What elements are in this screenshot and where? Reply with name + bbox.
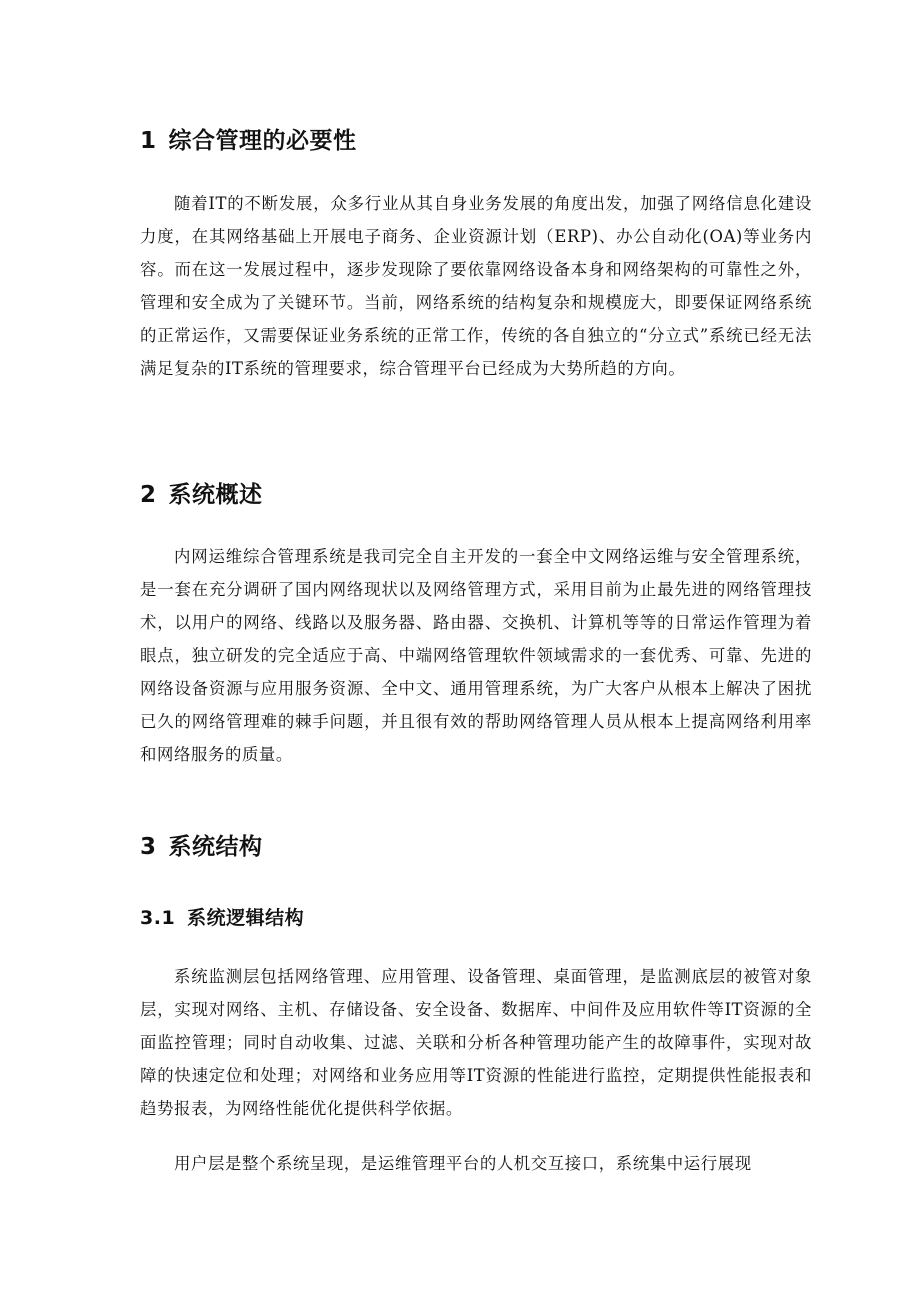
- section-number: 1: [140, 128, 157, 154]
- document-page: [140, 0, 812, 1302]
- subsection-heading-3-1: [140, 903, 304, 930]
- paragraph: 随着IT的不断发展，众多行业从其自身业务发展的角度出发，加强了网络信息化建设力度，在其网络基础上开展电子商务、企业资源计划（ERP)、办公自动化(OA)等业务内容。而在这一发展过程中，逐步发现除了要依靠网络设备本身和网络架构的可靠性之外，管理和安全成为了关键环节。当前，网络系统的结构复杂和规模庞大，即要保证网络系统的正常运作，又需要保证业务系统的正常工作，传统的各自独立的“分立式”系统已经无法满足复杂的IT系统的管理要求，综合管理平台已经成为大势所趋的方向。: [140, 194, 812, 378]
- section-title: 综合管理的必要性: [168, 128, 357, 154]
- paragraph: 系统监测层包括网络管理、应用管理、设备管理、桌面管理，是监测底层的被管对象层，实现对网络、主机、存储设备、安全设备、数据库、中间件及应用软件等IT资源的全面监控管理；同时自动收集、过滤、关联和分析各种管理功能产生的故障事件，实现对故障的快速定位和处理；对网络和业务应用等IT资源的性能进行监控，定期提供性能报表和趋势报表，为网络性能优化提供科学依据。: [140, 967, 812, 1118]
- subsection-title: 系统逻辑结构: [187, 907, 305, 929]
- section-title: 系统结构: [168, 834, 263, 860]
- subsection-number: 3.1: [140, 907, 176, 929]
- section-title: 系统概述: [168, 482, 263, 508]
- paragraph: 内网运维综合管理系统是我司完全自主开发的一套全中文网络运维与安全管理系统，是一套在充分调研了国内网络现状以及网络管理方式，采用目前为止最先进的网络管理技术，以用户的网络、线路以及服务器、路由器、交换机、计算机等等的日常运作管理为着眼点，独立研发的完全适应于高、中端网络管理软件领域需求的一套优秀、可靠、先进的网络设备资源与应用服务资源、全中文、通用管理系统，为广大客户从根本上解决了困扰已久的网络管理难的棘手问题，并且很有效的帮助网络管理人员从根本上提高网络利用率和网络服务的质量。: [140, 547, 812, 764]
- section-number: 2: [140, 482, 157, 508]
- section-number: 3: [140, 834, 157, 860]
- paragraph: 用户层是整个系统呈现，是运维管理平台的人机交互接口，系统集中运行展现: [174, 1154, 752, 1173]
- section-heading-3: [140, 828, 263, 861]
- section-heading-2: [140, 476, 263, 509]
- section-heading-1: [140, 122, 357, 155]
